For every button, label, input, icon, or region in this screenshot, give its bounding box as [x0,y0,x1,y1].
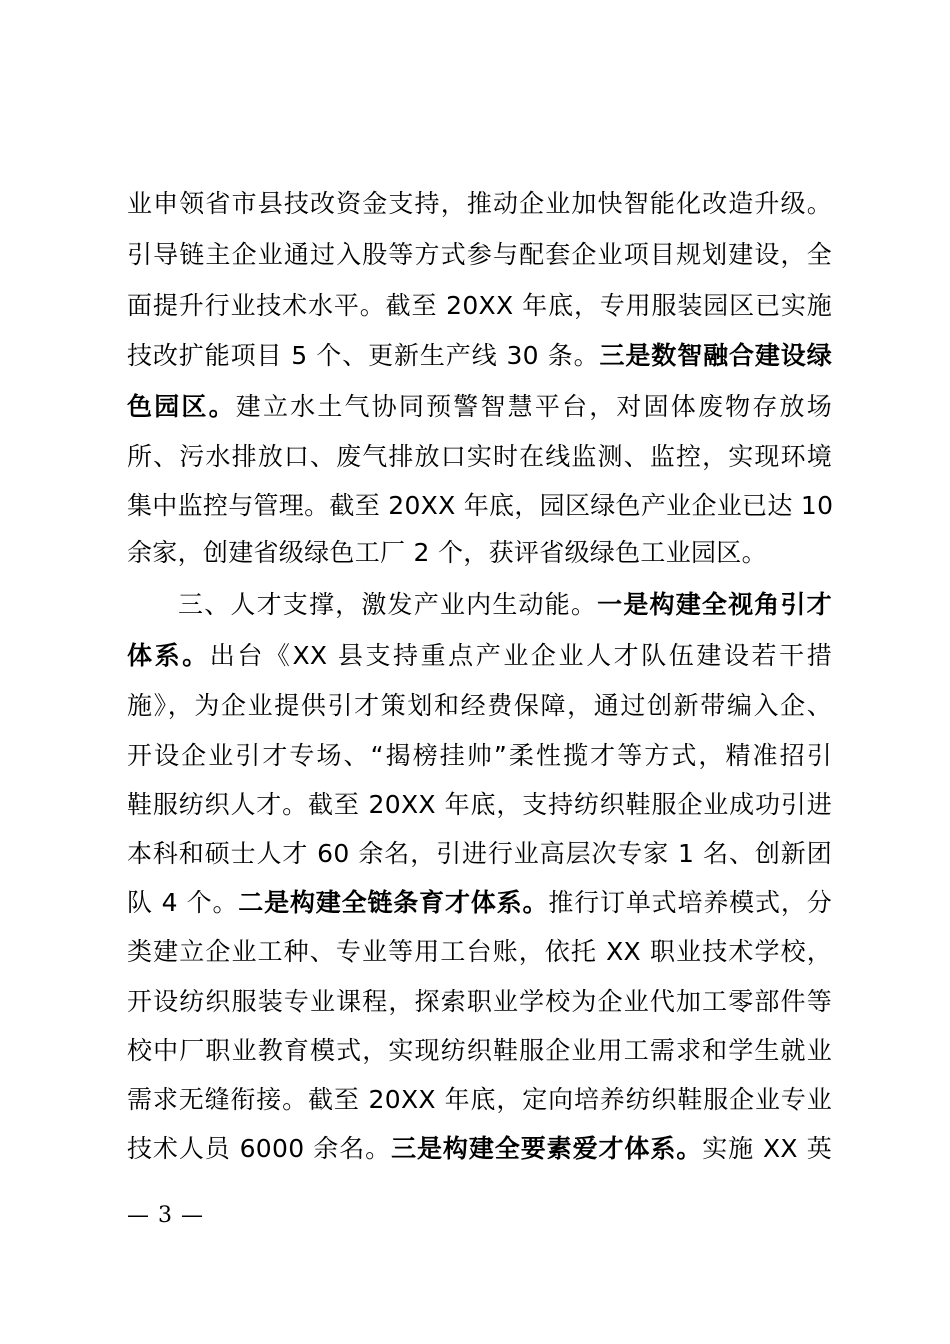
section-heading-segment: 三、人才支撑，激发产业内生动能。 [178,590,598,619]
text-segment: 建立水土气协同预警智慧平台，对固体废物存放场 [235,392,833,421]
text-line [178,579,832,631]
text-line: 开设纺织服装专业课程，探索职业学校为企业代加工零部件等 [127,987,832,1016]
bold-heading-segment: 体系。 [127,641,210,670]
text-segment: 队 4 个。 [127,888,239,917]
text-line: 施》，为企业提供引才策划和经费保障，通过创新带编入企、 [127,691,832,720]
text-line: 引导链主企业通过入股等方式参与配套企业项目规划建设，全 [127,240,832,269]
text-segment: 推行订单式培养模式，分 [548,888,832,917]
text-line: 集中监控与管理。截至 20XX 年底，园区绿色产业企业已达 10 [127,491,834,520]
text-line: 面提升行业技术水平。截至 20XX 年底，专用服装园区已实施 [127,291,832,320]
text-line [127,330,832,382]
text-segment: 技术人员 6000 余名。 [127,1134,392,1163]
bold-heading-segment: 三是构建全要素爱才体系。 [391,1134,703,1163]
text-line: 鞋服纺织人才。截至 20XX 年底，支持纺织鞋服企业成功引进 [127,790,832,819]
bold-heading-segment: 色园区。 [127,392,236,421]
page-number: — 3 — [127,1203,204,1228]
text-line: 类建立企业工种、专业等用工台账，依托 XX 职业技术学校， [127,937,832,966]
text-line [127,381,832,433]
text-line: 本科和硕士人才 60 余名，引进行业高层次专家 1 名、创新团 [127,839,832,868]
text-line [127,630,832,682]
bold-heading-segment: 二是构建全链条育才体系。 [238,888,549,917]
text-line [127,1123,832,1175]
text-segment: 实施 XX 英 [702,1134,832,1163]
bold-heading-segment: 一是构建全视角引才 [597,590,832,619]
text-line: 业申领省市县技改资金支持，推动企业加快智能化改造升级。 [127,189,832,218]
text-line: 所、污水排放口、废气排放口实时在线监测、监控，实现环境 [127,442,832,471]
text-line: 开设企业引才专场、“揭榜挂帅”柔性揽才等方式，精准招引 [127,741,832,770]
text-segment: 出台《XX 县支持重点产业企业人才队伍建设若干措 [209,641,833,670]
text-line: 校中厂职业教育模式，实现纺织鞋服企业用工需求和学生就业 [127,1036,832,1065]
text-line: 余家，创建省级绿色工厂 2 个，获评省级绿色工业园区。 [127,538,767,567]
text-line: 需求无缝衔接。截至 20XX 年底，定向培养纺织鞋服企业专业 [127,1085,832,1114]
bold-heading-segment: 三是数智融合建设绿 [599,341,832,370]
text-line [127,877,832,929]
text-segment: 技改扩能项目 5 个、更新生产线 30 条。 [127,341,600,370]
